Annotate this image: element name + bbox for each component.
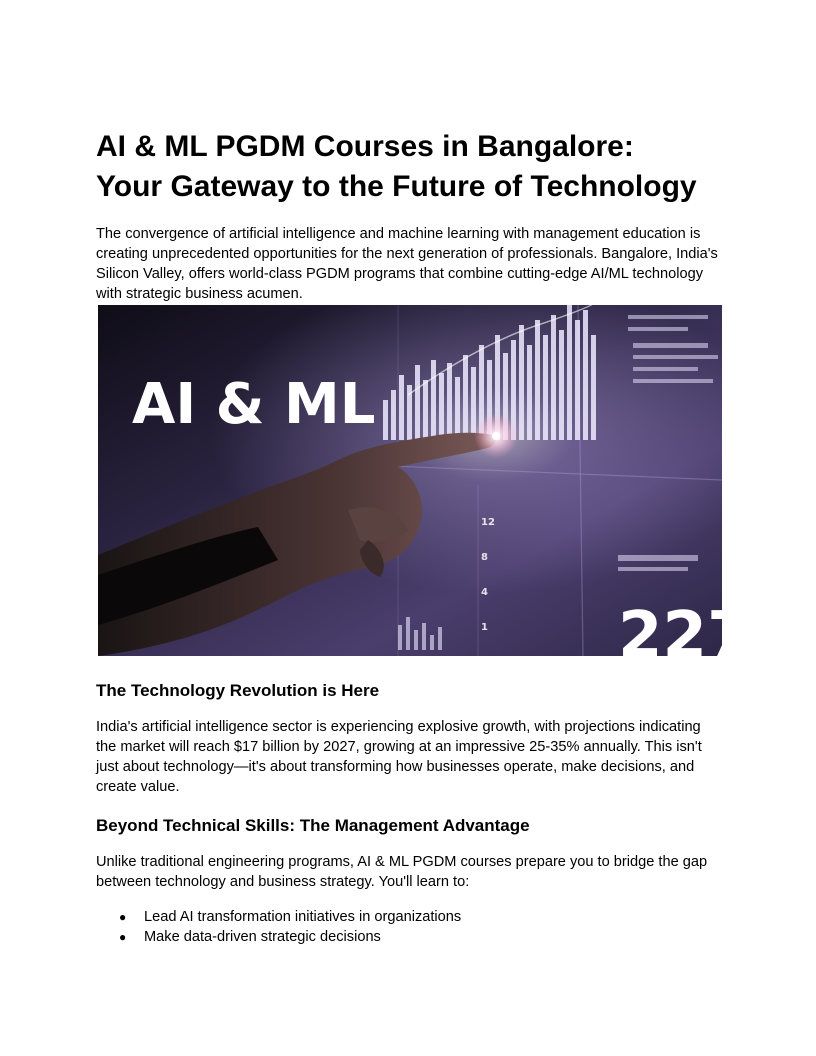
- hero-overlay-text: AI & ML: [132, 372, 376, 437]
- section-paragraph-management-advantage: Unlike traditional engineering programs, AI & ML PGDM courses prepare you to bridge the gap between technology and business strategy. You'll learn to:: [96, 854, 708, 890]
- list-item: [96, 927, 461, 947]
- panel-number-3: 4: [481, 587, 488, 598]
- bullet-icon: ●: [119, 910, 127, 924]
- list-item: [96, 907, 461, 927]
- panel-number-1: 12: [481, 517, 495, 528]
- title-line-1: AI & ML PGDM Courses in Bangalore:: [96, 130, 634, 163]
- hero-image: [98, 305, 752, 673]
- bullet-icon: ●: [119, 930, 127, 944]
- skills-bullet-list: [96, 907, 461, 947]
- page-title: [96, 127, 736, 207]
- list-item-text: Make data-driven strategic decisions: [144, 929, 381, 945]
- big-panel-number: 227: [618, 599, 752, 673]
- section-heading-technology-revolution: The Technology Revolution is Here: [96, 681, 380, 700]
- list-item-text: Lead AI transformation initiatives in organizations: [144, 909, 462, 925]
- panel-number-2: 8: [481, 552, 488, 563]
- panel-number-4: 1: [481, 622, 488, 633]
- section-paragraph-technology-revolution: India's artificial intelligence sector is experiencing explosive growth, with projections indicating the market will reach $17 billion by 2027, growing at an impressive 25-35% annually. This isn't just about technology—it's about transforming how businesses operate, make decisions, and create value.: [96, 719, 702, 795]
- section-heading-management-advantage: Beyond Technical Skills: The Management Advantage: [96, 816, 530, 835]
- title-line-2: Your Gateway to the Future of Technology: [96, 170, 697, 203]
- intro-paragraph: The convergence of artificial intelligence and machine learning with management education is creating unprecedented opportunities for the next generation of professionals. Bangalore, India's Silicon Valley, offers world-class PGDM programs that combine cutting-edge AI/ML technology with strategic business acumen.: [96, 226, 718, 302]
